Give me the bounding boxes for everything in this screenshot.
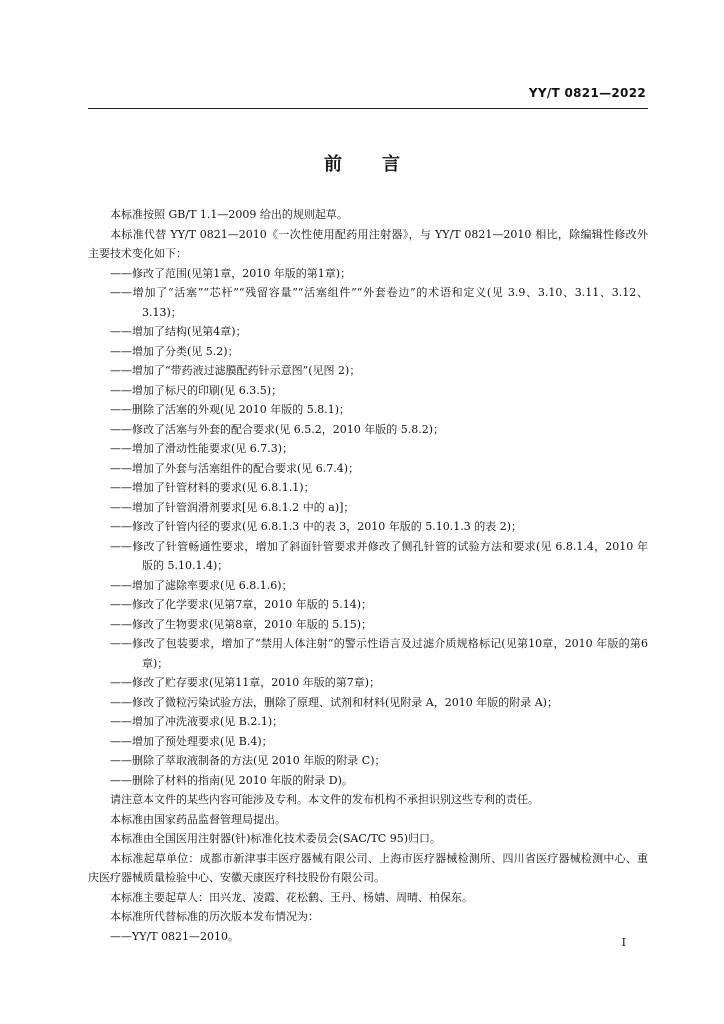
change-item: ——增加了针管材料的要求(见 6.8.1.1)； [110, 481, 315, 494]
paragraph: 本标准代替 YY/T 0821—2010《一次性使用配药用注射器》，与 YY/T 0821—2010 相比，除编辑性修改外主要技术变化如下： [88, 227, 648, 260]
header-rule [88, 108, 648, 109]
change-item: ——增加了滤除率要求(见 6.8.1.6)； [110, 578, 293, 592]
change-item: ——增加了外套与活塞组件的配合要求(见 6.7.4)； [110, 461, 360, 475]
change-item: ——修改了范围(见第1章，2010 年版的第1章)； [110, 266, 352, 280]
change-list [88, 264, 648, 791]
history-item: ——YY/T 0821—2010。 [110, 929, 240, 943]
drafting-units: 本标准起草单位：成都市新津事丰医疗器械有限公司、上海市医疗器械检测所、四川省医疗器械检测中心、重庆医疗器械质量检验中心、安徽天康医疗科技股份有限公司。 [88, 851, 648, 884]
committee-statement: 本标准由全国医用注射器(针)标准化技术委员会(SAC/TC 95)归口。 [110, 832, 442, 845]
change-item: ——修改了贮存要求(见第11章，2010 年版的第7章)； [110, 676, 381, 689]
change-item: ——增加了预处理要求(见 B.4)； [110, 734, 273, 748]
standard-code: YY/T 0821—2022 [528, 86, 646, 100]
change-item: ——增加了针管润滑剂要求[见 6.8.1.2 中的 a)]； [110, 500, 355, 514]
change-item: ——修改了微粒污染试验方法，删除了原理、试剂和材料(见附录 A，2010 年版的附录 A)； [110, 695, 558, 709]
change-item: ——增加了“活塞”“芯杆”“残留容量”“活塞组件”“外套卷边”的术语和定义(见 3.9、3.10、3.11、3.12、3.13)； [110, 286, 648, 319]
change-item: ——增加了分类(见 5.2)； [110, 344, 239, 358]
drafters: 本标准主要起草人：田兴龙、凌霞、花松鹤、王丹、杨婧、周晴、柏保东。 [110, 890, 473, 904]
patent-notice: 请注意本文件的某些内容可能涉及专利。本文件的发布机构不承担识别这些专利的责任。 [110, 793, 539, 806]
proposer-statement: 本标准由国家药品监督管理局提出。 [110, 812, 286, 826]
foreword-body [88, 205, 648, 946]
paragraph: 本标准按照 GB/T 1.1—2009 给出的规则起草。 [110, 208, 348, 221]
change-item: ——修改了针管内径的要求(见 6.8.1.3 中的表 3，2010 年版的 5.10.1.3 的表 2)； [110, 520, 523, 533]
change-item: ——修改了生物要求(见第8章，2010 年版的 5.15)； [110, 617, 373, 631]
history-intro: 本标准所代替标准的历次版本发布情况为： [110, 910, 319, 923]
change-item: ——修改了活塞与外套的配合要求(见 6.5.2，2010 年版的 5.8.2)； [110, 422, 445, 436]
change-item: ——增加了“带药液过滤膜配药针示意图”(见图 2)； [110, 364, 361, 377]
change-item: ——删除了材料的指南(见 2010 年版的附录 D)。 [110, 773, 353, 787]
change-item: ——增加了结构(见第4章)； [110, 325, 247, 338]
change-item: ——增加了标尺的印刷(见 6.3.5)； [110, 383, 283, 397]
page-title: 前言 [324, 154, 440, 175]
change-item: ——修改了包装要求，增加了“禁用人体注射”的警示性语言及过滤介质规格标记(见第10章，2010 年版的第6章)； [110, 637, 648, 670]
change-item: ——删除了萃取液制备的方法(见 2010 年版的附录 C)； [110, 754, 386, 767]
page-number: I [621, 936, 626, 949]
change-item: ——增加了冲洗液要求(见 B.2.1)； [110, 715, 284, 728]
change-item: ——修改了化学要求(见第7章，2010 年版的 5.14)； [110, 598, 373, 611]
change-item: ——增加了滑动性能要求(见 6.7.3)； [110, 442, 294, 455]
change-item: ——删除了活塞的外观(见 2010 年版的 5.8.1)； [110, 403, 351, 416]
change-item: ——修改了针管畅通性要求，增加了斜面针管要求并修改了侧孔针管的试验方法和要求(见 6.8.1.4，2010 年版的 5.10.1.4)； [110, 539, 648, 572]
